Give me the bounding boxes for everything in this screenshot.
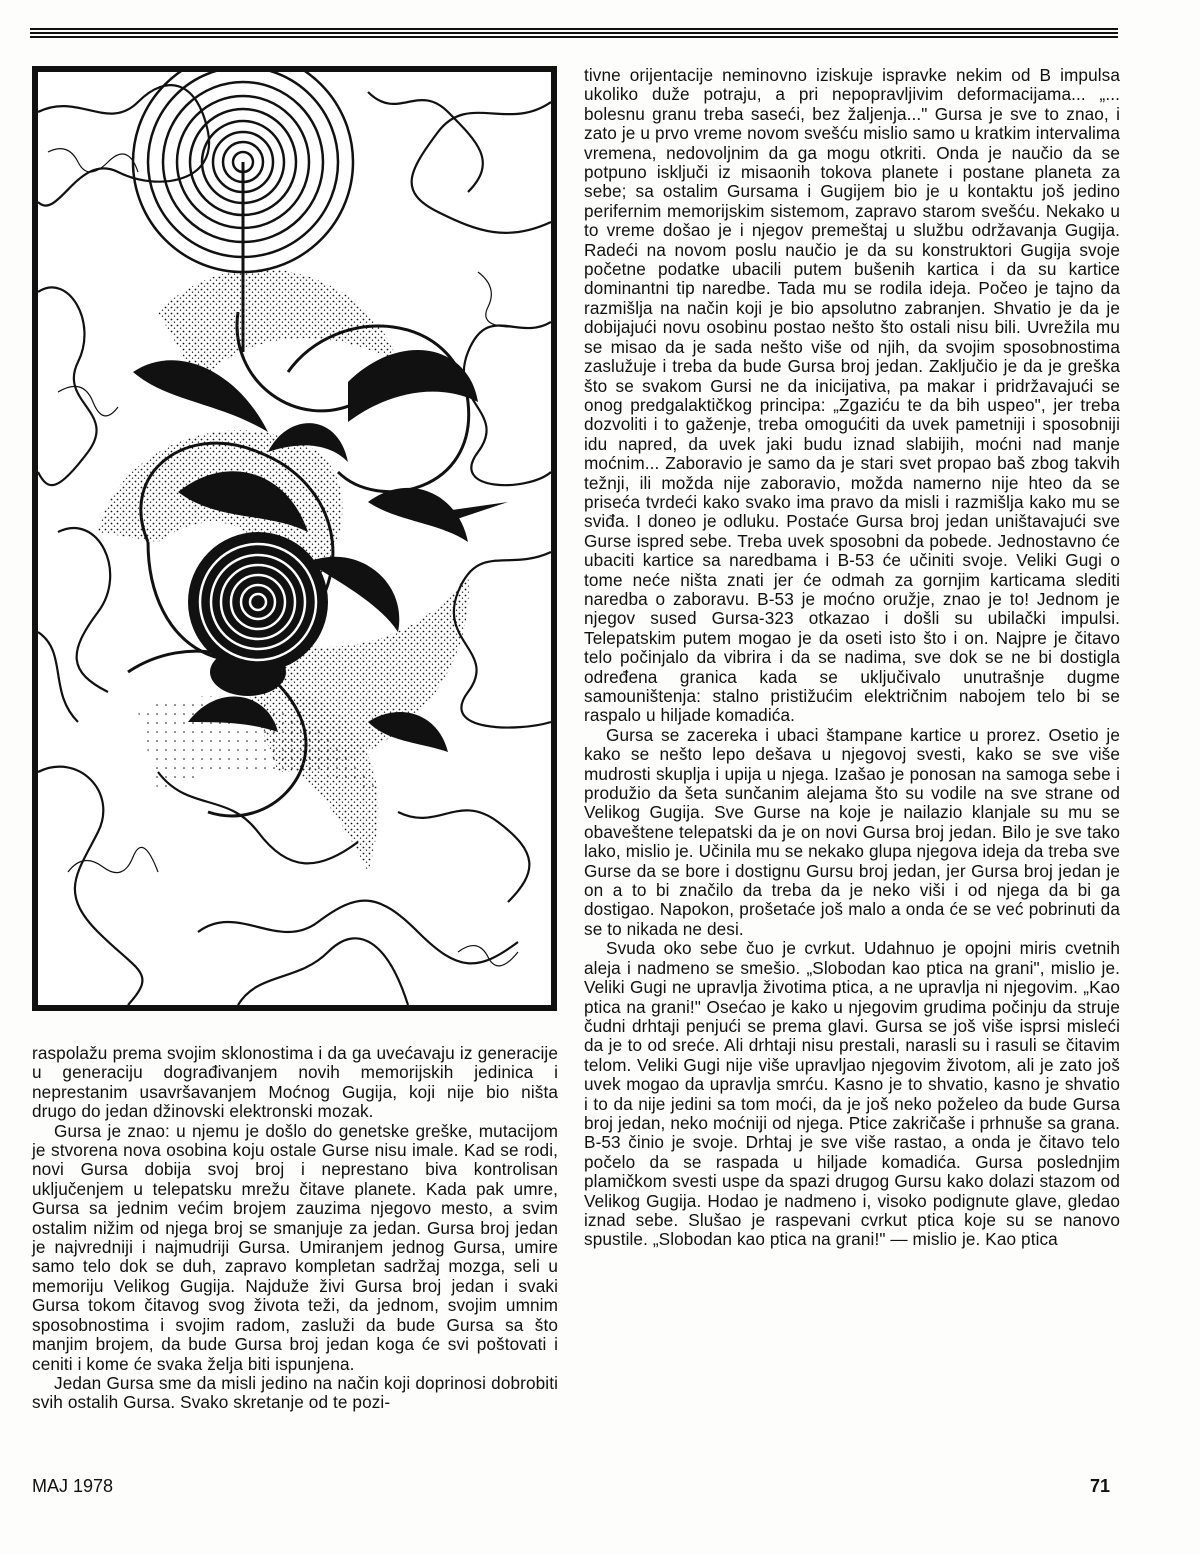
paragraph: tivne orijentacije neminovno iziskuje ispravke nekim od B impulsa ukoliko duže potraju, a pri nepopravljivim deformacijama... „... bolesnu granu treba saseći, bez žaljenja..." Gursa je sve to znao, i zato je u prvo vreme novom svešću mislio samo u kratkim intervalima vremena, nedovoljnim da ga mogu otkriti. Onda je naučio da se potpuno isključi iz misaonih tokova planete i postane planeta za sebe; sa ostalim Gursama i Gugijem bio je u kontaktu još jedino perifernim memorijskim sistemom, zapravo starom svešću. Nekako u to vreme došao je i njegov premeštaj u službu održavanja Gugija. Radeći na novom poslu naučio je da su konstruktori Gugija svoje početne podatke ubacili putem bušenih kartica i da su kartice dominantni tip naredbe. Tada mu se rodila ideja. Počeo je tajno da razmišlja na način koji je bio apsolutno zabranjen. Shvatio je da je dobijajući novu osobinu postao nešto što ostali nisu bili. Uvrežila mu se misao da je sada nešto više od njih, da svojim sposobnostima zaslužuje i treba da bude Gursa broj jedan. Zaključio je da je greška što se svakom Gursi ne da inicijativa, pa makar i pridržavajući se onog predgalaktičkog principa: „Zgaziću te da bih uspeo", jer treba dozvoliti i to gaženje, treba omogućiti da uvek pametniji i sposobniji idu napred, da uvek jaki budu iznad slabijih, moćni nad manje moćnim... Zaboravio je samo da je stari svet propao baš zbog takvih težnji, ili možda nije zaboravio, možda namerno nije hteo da se priseća tvrdeći kako svako ima pravo da misli i razmišlja kako mu se sviđa. I doneo je odluku. Postaće Gursa broj jedan uništavajući sve Gurse ispred sebe. Treba uvek sposobni da pobede. Jednostavno će ubaciti kartice sa naredbama i B-53 će učiniti svoje. Veliki Gugi o tome neće ništa znati jer će odmah za gornjim karticama slediti naredba o zaboravu. B-53 je moćno oružje, znao je to! Jednom je njegov sused Gursa-323 otkazao i došli su ubilački impulsi. Telepatskim putem mogao je da oseti isto što i on. Najpre je čitavo telo počinjalo da vibrira i da se nadima, sve dok se ne bi dostigla određena granica kada se uključivalo unutrašnje dugme samouništenja: stalno pristižućim električnim nabojem telo bi se raspalo u hiljade komadića.	[584, 65, 1120, 726]
paragraph: Gursa se zacereka i ubaci štampane kartice u prorez. Osetio je kako se nešto lepo dešava u njegovoj svesti, kako se sve više mudrosti skuplja i upija u njega. Izašao je ponosan na samoga sebe i produžio da šeta sunčanim alejama što su vodile na sve strane od Velikog Gugija. Sve Gurse na koje je nailazio klanjale su mu se obaveštene telepatski da je on novi Gursa broj jedan. Bilo je sve tako lako, mislio je. Učinila mu se nekako glupa njegova ideja da treba sve Gurse da se bore i dostignu Gursu broj jedan, jer Gursa broj jedan je on a to bi značilo da treba da je neko viši i od njega da bi ga dostigao. Napokon, prošetaće još malo a onda će se već pobrinuti da se to nikada ne desi.	[584, 724, 1120, 939]
paragraph: Gursa je znao: u njemu je došlo do genetske greške, mutacijom je stvorena nova osobina koju ostale Gurse nisu imale. Kad se rodi, novi Gursa dobija svoj broj i neprestano biva kontrolisan uključenjem u telepatsku mrežu čitave planete. Kada pak umre, Gursa sa jednim većim brojem zauzima njegovo mesto, a svim ostalim nižim od njega broj se smanjuje za jedan. Gursa broj jedan je najvredniji i najmudriji Gursa. Umiranjem jednog Gursa, umire samo telo dok se duh, zapravo kompletan sadržaj mozga, seli u memoriju Velikog Gugija. Najduže živi Gursa broj jedan i svaki Gursa tokom čitavog svog života teži, da jednom, svojim umnim sposobnostima i svojim radom, zasluži da bude Gursa sa što manjim brojem, da bude Gursa broj jedan koga će svi poštovati i ceniti i kome će svaka želja biti ispunjena.	[32, 1120, 558, 1374]
footer-issue: MAJ 1978	[32, 1476, 114, 1496]
page-number: 71	[1090, 1476, 1111, 1496]
illustration	[32, 66, 557, 1011]
article-column-right	[584, 66, 1120, 1250]
paragraph: Jedan Gursa sme da misli jedino na način koji doprinosi dobrobiti svih ostalih Gursa. Svako skretanje od te pozi-	[32, 1372, 558, 1413]
article-column-left	[32, 1044, 558, 1413]
top-rule	[30, 28, 1118, 40]
abstract-ink-illustration-icon	[38, 72, 551, 1005]
paragraph: Svuda oko sebe čuo je cvrkut. Udahnuo je opojni miris cvetnih aleja i nadmeno se smešio. „Slobodan kao ptica na grani", mislio je. Veliki Gugi ne upravlja životima ptica, a ne upravlja ni njegovim. „Kao ptica na grani!" Osećao je kako u njegovim grudima počinju da struje čudni drhtaji penjući se prema glavi. Gursa se još više isprsi misleći da je to od sreće. Ali drhtaji nisu prestali, narasli su i rasuli se čitavim telom. Veliki Gugi nije više upravljao njegovim životom, ali je zato još uvek mogao da upravlja smrću. Kasno je to shvatio, kasno je shvatio i to da nije jedini sa tom moći, da je još neko poželeo da bude Gursa broj jedan, neko moćniji od njega. Ptice zakričaše i prhnuše sa grana. B-53 činio je svoje. Drhtaj je sve više rastao, a onda je čitavo telo počelo da se raspada u hiljade komadića. Gursa poslednjim plamičkom svesti uspe da spazi drugog Gursu kako dolazi stazom od Velikog Gugija. Hodao je nadmeno i, visoko podignute glave, gledao iznad sebe. Slušao je raspevani cvrkut ptica koje su se nanovo spustile. „Slobodan kao ptica na grani!" — mislio je. Kao ptica	[584, 938, 1120, 1250]
paragraph: raspolažu prema svojim sklonostima i da ga uvećavaju iz generacije u generaciju dograđivanjem novih memorijskih jedinica i neprestanim usavršavanjem Moćnog Gugija, koji nije bio ništa drugo do jedan džinovski elektronski mozak.	[32, 1043, 558, 1122]
